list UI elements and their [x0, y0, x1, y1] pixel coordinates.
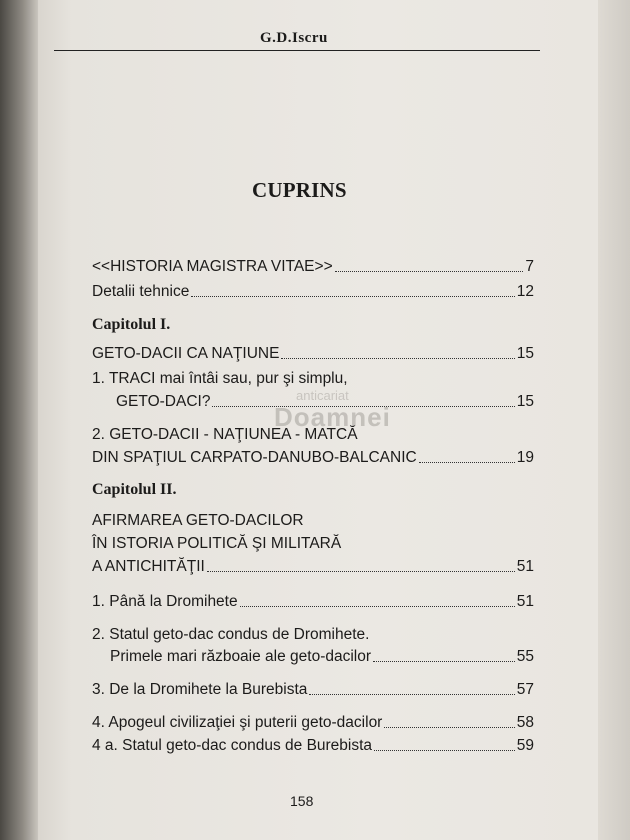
toc-entry-detalii	[92, 283, 534, 301]
toc-entry-c2-s4a	[92, 737, 534, 755]
toc-page-number: 57	[516, 681, 534, 698]
toc-entry-c2-s4	[92, 714, 534, 732]
dot-leader	[384, 727, 514, 728]
toc-entry-text: Primele mari războaie ale geto-dacilor	[110, 648, 372, 665]
dot-leader	[373, 661, 515, 662]
toc-entry-c2-s2	[110, 648, 534, 666]
toc-entry-chapter1-main	[92, 345, 534, 363]
toc-page-number: 58	[516, 714, 534, 731]
book-spine-shadow	[0, 0, 38, 840]
dot-leader	[419, 462, 515, 463]
dot-leader	[281, 358, 514, 359]
toc-entry-text: GETO-DACI?	[116, 393, 211, 410]
dot-leader	[335, 271, 524, 272]
toc-page-number: 59	[516, 737, 534, 754]
toc-entry-text: 3. De la Dromihete la Burebista	[92, 681, 308, 698]
chapter-heading-2: Capitolul II.	[92, 481, 177, 498]
toc-entry-text: A ANTICHITĂŢII	[92, 558, 205, 575]
toc-entry-text: GETO-DACII CA NAŢIUNE	[92, 345, 280, 362]
toc-entry-c2-main-line2: ÎN ISTORIA POLITICĂ ŞI MILITARĂ	[92, 535, 342, 552]
dot-leader	[207, 571, 515, 572]
toc-entry-text: <<HISTORIA MAGISTRA VITAE>>	[92, 258, 333, 275]
watermark	[250, 388, 400, 468]
toc-entry-c2-s1	[92, 593, 534, 611]
page-edge	[598, 0, 630, 840]
toc-entry-c1-s2-line1: 2. GETO-DACII - NAŢIUNEA - MATCĂ	[92, 426, 358, 443]
page-number: 158	[290, 793, 314, 809]
chapter-heading-1: Capitolul I.	[92, 316, 171, 333]
toc-page-number: 51	[516, 593, 534, 610]
toc-entry-c1-s1-line1: 1. TRACI mai întâi sau, pur şi simplu,	[92, 370, 348, 387]
toc-entry-text: 4. Apogeul civilizaţiei şi puterii geto-dacilor	[92, 714, 383, 731]
toc-entry-intro	[92, 258, 534, 276]
dot-leader	[374, 750, 515, 751]
header-rule	[54, 50, 540, 51]
watermark-line1: anticariat	[296, 388, 349, 403]
toc-entry-c2-s3	[92, 681, 534, 699]
toc-page-number: 55	[516, 648, 534, 665]
toc-page-number: 12	[516, 283, 534, 300]
toc-entry-text: Detalii tehnice	[92, 283, 190, 300]
toc-page-number: 15	[516, 393, 534, 410]
toc-entry-c2-main-line1: AFIRMAREA GETO-DACILOR	[92, 512, 304, 529]
toc-page-number: 51	[516, 558, 534, 575]
running-head: G.D.Iscru	[260, 30, 328, 46]
toc-entry-c2-s2-line1: 2. Statul geto-dac condus de Dromihete.	[92, 626, 370, 643]
dot-leader	[309, 694, 514, 695]
page-title: CUPRINS	[252, 178, 347, 202]
watermark-line2: Doamnei	[274, 402, 391, 432]
toc-page-number: 7	[525, 258, 534, 275]
toc-entry-c2-main	[92, 558, 534, 576]
dot-leader	[240, 606, 515, 607]
toc-page-number: 15	[516, 345, 534, 362]
toc-page-number: 19	[516, 449, 534, 466]
toc-entry-text: 4 a. Statul geto-dac condus de Burebista	[92, 737, 373, 754]
toc-entry-text: DIN SPAŢIUL CARPATO-DANUBO-BALCANIC	[92, 449, 417, 466]
dot-leader	[191, 296, 514, 297]
toc-entry-text: 1. Până la Dromihete	[92, 593, 238, 610]
